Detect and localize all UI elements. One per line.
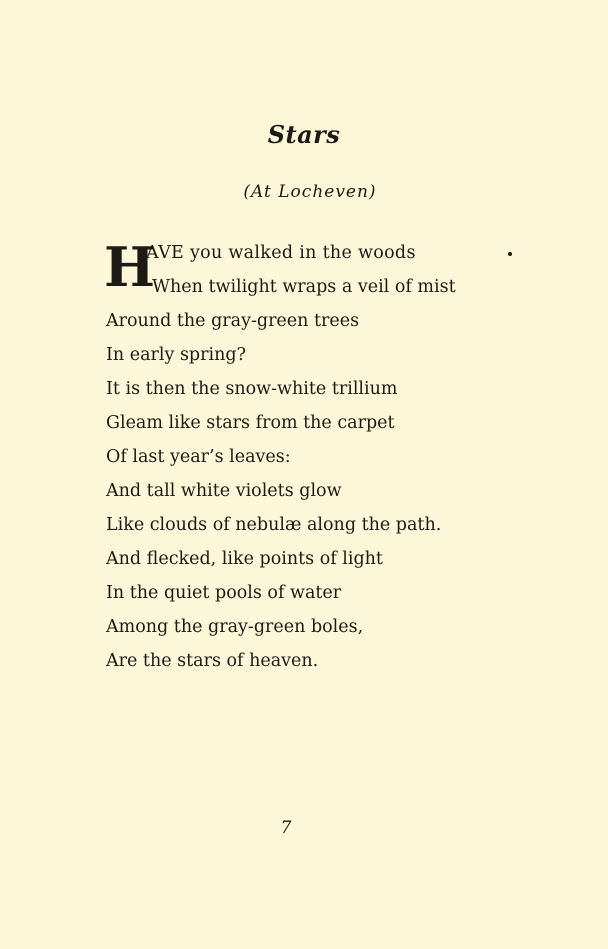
poem-opening: [106, 236, 546, 304]
poem-line: In early spring?: [106, 345, 246, 365]
poem-line: In the quiet pools of water: [106, 583, 342, 603]
poem-line: Gleam like stars from the carpet: [106, 413, 395, 433]
ink-speck: [508, 252, 512, 256]
poem-title: Stars: [267, 120, 341, 149]
poem-line: And flecked, like points of light: [106, 549, 383, 569]
drop-cap: H: [104, 235, 156, 299]
poem-line: Among the gray-green boles,: [106, 617, 364, 637]
poem-line: Of last year’s leaves:: [106, 447, 291, 467]
poem-body: [106, 236, 546, 678]
poem-line: Like clouds of nebulæ along the path.: [106, 515, 442, 535]
poem-line: Around the gray-green trees: [106, 311, 360, 331]
poem-line: AVE you walked in the woods: [146, 243, 416, 263]
poem-line: And tall white violets glow: [106, 481, 342, 501]
poem-line: When twilight wraps a veil of mist: [152, 277, 456, 297]
page-number: 7: [280, 818, 292, 838]
poem-line: It is then the snow-white trillium: [106, 379, 398, 399]
poem-line: Are the stars of heaven.: [106, 651, 319, 671]
poem-subtitle: (At Locheven): [243, 182, 377, 202]
